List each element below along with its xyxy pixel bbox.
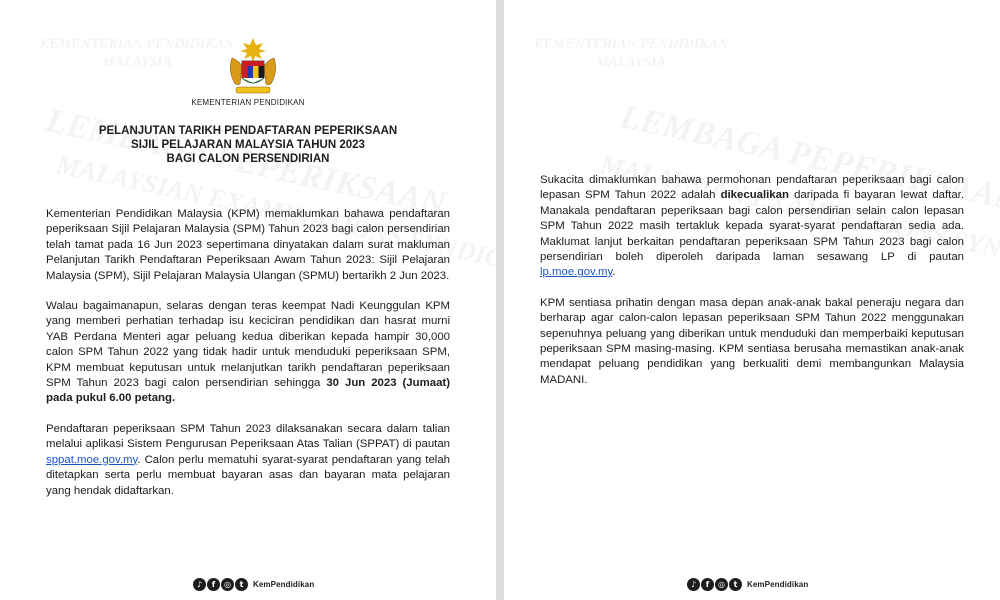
twitter-icon[interactable]: t	[729, 578, 742, 591]
watermark-ministry	[40, 36, 234, 72]
title-line: SIJIL PELAJARAN MALAYSIA TAHUN 2023	[131, 139, 365, 151]
ministry-label: KEMENTERIAN PENDIDIKAN	[191, 98, 305, 107]
coat-of-arms-icon	[222, 36, 284, 98]
watermark-ministry	[534, 36, 728, 72]
title-line: PELANJUTAN TARIKH PENDAFTARAN PEPERIKSAAN	[98, 125, 398, 137]
instagram-icon[interactable]: ◎	[221, 578, 234, 591]
twitter-icon[interactable]: t	[235, 578, 248, 591]
paragraph: Walau bagaimanapun, selaras dengan teras keempat Nadi Keunggulan KPM yang memberi perhatian terhadap isu keciciran pendidikan dan hasrat murni YAB Perdana Menteri agar peluang kedua diberikan kepada hampir 30,000 calon SPM Tahun 2022 yang tidak hadir untuk menduduki peperiksaan SPM, KPM membuat keputusan untuk melanjutkan tarikh pendaftaran peperiksaan SPM Tahun 2023 bagi calon persendirian sehingga 30 Jun 2023 (Jumaat) pada pukul 6.00 petang.	[46, 300, 450, 405]
exempt-text: dikecualikan	[720, 189, 789, 202]
letter-body-right	[540, 173, 964, 403]
facebook-icon[interactable]: f	[207, 578, 220, 591]
tiktok-icon[interactable]: ♪	[193, 578, 206, 591]
lp-link[interactable]: lp.moe.gov.my	[540, 266, 613, 279]
page-title	[20, 124, 476, 166]
instagram-icon[interactable]: ◎	[715, 578, 728, 591]
paragraph: Kementerian Pendidikan Malaysia (KPM) memaklumkan bahawa pendaftaran peperiksaan Sijil Pelajaran Malaysia (SPM) Tahun 2023 bagi calon persendirian telah tamat pada 16 Jun 2023 sepertimana dinyatakan dalam surat makluman Pelanjutan Tarikh Pendaftaran Peperiksaan Awam Tahun 2023: Sijil Pelajaran Malaysia (SPM), Sijil Pelajaran Malaysia Ulangan (SPMU) bertarikh 2 Jun 2023.	[46, 208, 450, 282]
paragraph: Sukacita dimaklumkan bahawa permohonan pendaftaran peperiksaan bagi calon lepasan SPM Tahun 2022 adalah dikecualikan daripada fi bayaran lewat daftar. Manakala pendaftaran peperiksaan bagi calon persendirian selain calon lepasan SPM Tahun 2022 masih tertakluk kepada syarat-syarat pendaftaran sedia ada. Maklumat lanjut berkaitan pendaftaran peperiksaan SPM Tahun 2023 bagi calon persendirian boleh diperoleh daripada laman sesawang LP di pautan lp.moe.gov.my.	[540, 174, 964, 279]
sppat-link[interactable]: sppat.moe.gov.my	[46, 453, 138, 466]
paragraph: KPM sentiasa prihatin dengan masa depan anak-anak bakal peneraju negara dan berharap agar calon-calon lepasan peperiksaan SPM Tahun 2022 menggunakan sepenuhnya peluang yang diberikan untuk menduduki dan memperbaiki keputusan peperiksaan SPM masing-masing. KPM sentiasa berusaha memastikan anak-anak mendapat peluang pendidikan yang berkualiti demi membangunkan Malaysia MADANI.	[540, 296, 964, 386]
paragraph: Pendaftaran peperiksaan SPM Tahun 2023 dilaksanakan secara dalam talian melalui aplikasi Sistem Pengurusan Peperiksaan Atas Talian (SPPAT) di pautan sppat.moe.gov.my. Calon perlu mematuhi syarat-syarat pendaftaran yang telah ditetapkan serta perlu membuat bayaran asas dan bayaran mata pelajaran yang hendak didaftarkan.	[46, 422, 450, 497]
tiktok-icon[interactable]: ♪	[687, 578, 700, 591]
facebook-icon[interactable]: f	[701, 578, 714, 591]
letter-page-1	[0, 0, 496, 600]
social-footer	[687, 577, 808, 591]
social-handle: KemPendidikan	[253, 579, 315, 589]
title-line: BAGI CALON PERSENDIRIAN	[166, 153, 330, 165]
social-handle: KemPendidikan	[747, 579, 809, 589]
letter-body-left	[46, 207, 450, 514]
letter-page-2	[504, 0, 1000, 600]
deadline-text: 30 Jun 2023 (Jumaat) pada pukul 6.00 petang.	[46, 377, 450, 405]
social-footer	[193, 577, 314, 591]
